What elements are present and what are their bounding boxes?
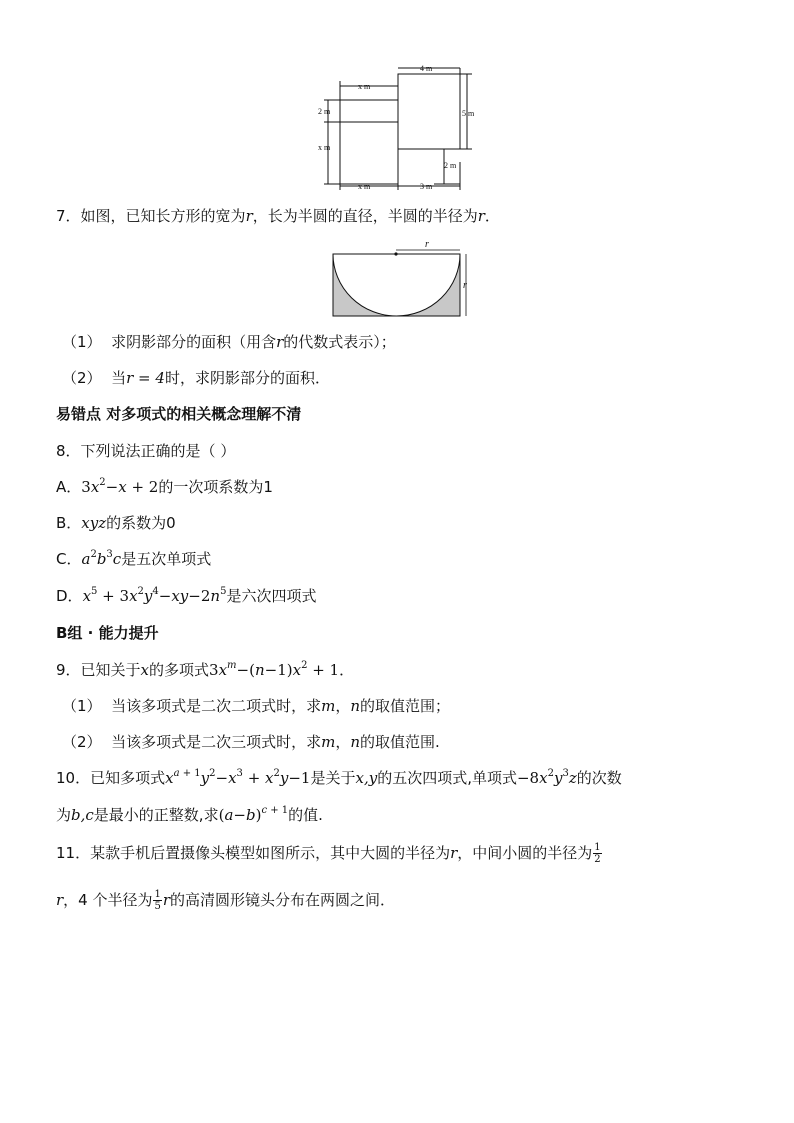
section-heading-error-prone: 易错点 对多项式的相关概念理解不清 [56, 405, 302, 423]
dim-label: x m [358, 182, 371, 191]
fraction-one-fifth: $\frac{1}{5}$ [154, 889, 161, 912]
dim-label: x m [358, 82, 371, 91]
dim-label: 3 m [420, 182, 433, 191]
dim-label: 5 m [462, 109, 475, 118]
question-7-part-2: （2） 当r = 4时，求阴影部分的面积． [62, 369, 330, 387]
dim-label: 4 m [420, 64, 433, 73]
figure-semicircle-diagram [324, 236, 474, 320]
question-8-option-d: D．$x^5 + 3x^2y^4-xy-2n^5$是六次四项式 [56, 586, 317, 605]
dim-label: x m [318, 143, 331, 152]
figure-rectangles-diagram [316, 62, 486, 192]
question-8-option-c: C．$a^2b^3c$是五次单项式 [56, 549, 212, 568]
question-9: 9．已知关于x的多项式$3x^m-(n-1)x^2 + 1$． [56, 660, 355, 679]
question-7: 7．如图，已知长方形的宽为r，长为半圆的直径，半圆的半径为r． [56, 207, 500, 225]
dim-label: 2 m [444, 161, 457, 170]
figure-rectangles-labels [318, 64, 475, 191]
question-11-line-2: r，4 个半径为 $\frac{1}{5}$ r的高清圆形镜头分布在两圆之间． [56, 889, 396, 912]
question-10-line-2: 为b,c是最小的正整数,求$(a-b)^{c + 1}$的值. [56, 805, 323, 824]
radius-label-top: r [425, 239, 429, 250]
radius-label-side: r [463, 280, 467, 291]
question-8-option-b: B．xyz的系数为0 [56, 514, 176, 532]
question-9-part-2: （2） 当该多项式是二次三项式时，求m，n的取值范围. [62, 733, 440, 751]
question-7-part-1: （1） 求阴影部分的面积（用含r的代数式表示）； [62, 333, 396, 351]
question-8-stem: 8．下列说法正确的是（ ） [56, 442, 236, 460]
question-9-part-1: （1） 当该多项式是二次二项式时，求m，n的取值范围； [62, 697, 451, 715]
dim-label: 2 m [318, 107, 331, 116]
fraction-one-half: $\frac{1}{2}$ [594, 842, 601, 865]
section-heading-group-b: B组 · 能力提升 [56, 624, 159, 642]
question-11-line-1: 11．某款手机后置摄像头模型如图所示，其中大圆的半径为r，中间小圆的半径为 $\frac{1}{2}$ [56, 842, 601, 865]
question-10-line-1: 10．已知多项式$x^{a + 1}y^2-x^3 + x^2y-1$是关于x,y的五次四项式,单项式$-8x^2y^3z$的次数 [56, 768, 622, 787]
question-8-option-a: A．$3x^2-x + 2$的一次项系数为1 [56, 477, 273, 496]
